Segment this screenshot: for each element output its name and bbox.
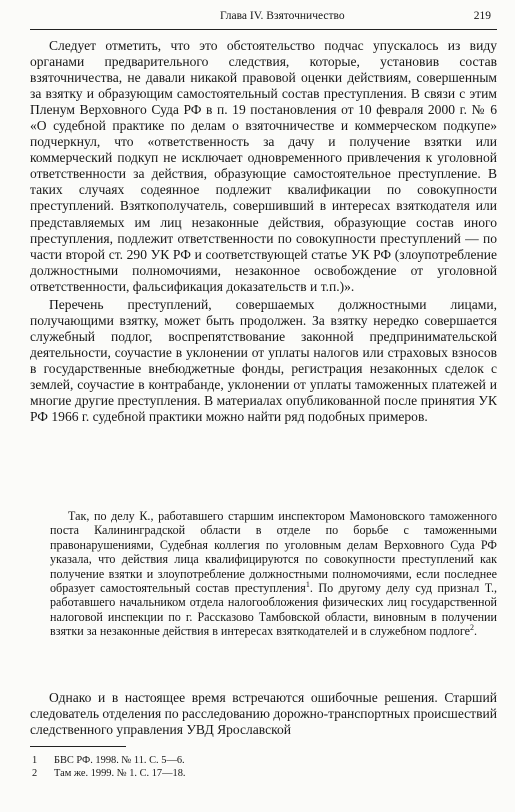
- page-number: 219: [473, 10, 491, 22]
- main-text: [30, 38, 497, 427]
- main-text-continued: [30, 690, 497, 738]
- footnote: [32, 767, 186, 780]
- header-rule: [30, 29, 497, 30]
- example-text: Так, по делу К., работавшего старшим инспектором Мамоновского таможенного поста Калининградской области в отделе по борьбе с таможенными правонарушениями, Судебная коллегия по уголовным делам Верховного Суда РФ указала, что действия лица квалифицируются по совокупности преступлений как получение взятки и злоупотребление должностными полномочиями, если последнее образует самостоятельный состав преступления: [50, 509, 497, 596]
- paragraph: Перечень преступлений, совершаемых должностными лицами, получающими взятку, может быть продолжен. За взятку нередко совершается служебный подлог, воспрепятствование законной предпринимательской деятельности, соучастие в уклонении от уплаты налогов или страховых взносов в государственные внебюджетные фонды, регистрация незаконных сделок с землей, соучастие в контрабанде, уклонении от уплаты таможенных платежей и многие другие преступления. В материалах опубликованной после принятия УК РФ 1966 г. судебной практики можно найти ряд подобных примеров.: [30, 296, 497, 425]
- footnote-number: 2: [32, 768, 38, 779]
- footnote: [32, 754, 186, 767]
- footnotes: [32, 754, 186, 780]
- footnote-ref[interactable]: 2: [470, 623, 475, 633]
- footnote-ref[interactable]: 1: [305, 580, 310, 589]
- paragraph: Следует отметить, что это обстоятельство подчас упускалось из виду органами предварительного следствия, которые, установив состав взяточничества, не давали никакой правовой оценки действиям, совершенным за взятку и образующим самостоятельный состав преступления. В связи с этим Пленум Верховного Суда РФ в п. 19 постановления от 10 февраля 2000 г. № 6 «О судебной практике по делам о взяточничестве и коммерческом подкупе» подчеркнул, что «ответственность за дачу и получение взятки или коммерческий подкуп не исключает одновременного привлечения к уголовной ответственности за действия, образующие самостоятельное преступление. В таких случаях содеянное подлежит квалификации по совокупности преступлений. Взяткополучатель, совершивший в интересах взяткодателя или представляемых им лиц незаконные действия, образующие состав иного преступления, подлежит ответственности по совокупности преступлений — по части второй ст. 290 УК РФ и соответствующей статье УК РФ (злоупотребление должностными полномочиями, незаконное освобождение от уголовной ответственности, фальсификация доказательств и т.п.)».: [30, 38, 497, 294]
- footnote-number: 1: [32, 755, 38, 766]
- example-paragraph: [50, 509, 497, 639]
- chapter-title: Глава IV. Взяточничество: [220, 10, 345, 22]
- footnote-text: БВС РФ. 1998. № 11. С. 5—6.: [54, 755, 185, 766]
- footnote-rule: [30, 746, 126, 747]
- paragraph: Однако и в настоящее время встречаются ошибочные решения. Старший следователь отделения по расследованию дорожно-транспортных происшествий следственного управления УВД Ярославской: [30, 690, 497, 737]
- footnote-text: Там же. 1999. № 1. С. 17—18.: [54, 768, 186, 779]
- example-text: .: [474, 624, 478, 639]
- case-example: [50, 509, 497, 639]
- running-header: [30, 10, 497, 26]
- example-text: . По другому делу суд признал Т., работавшего начальником отдела налогообложения физических лиц государственной налоговой инспекции по г. Рассказово Тамбовской области, виновным в получении взятки за незаконные действия в интересах взяткодателей и в служебном подлоге: [50, 581, 497, 639]
